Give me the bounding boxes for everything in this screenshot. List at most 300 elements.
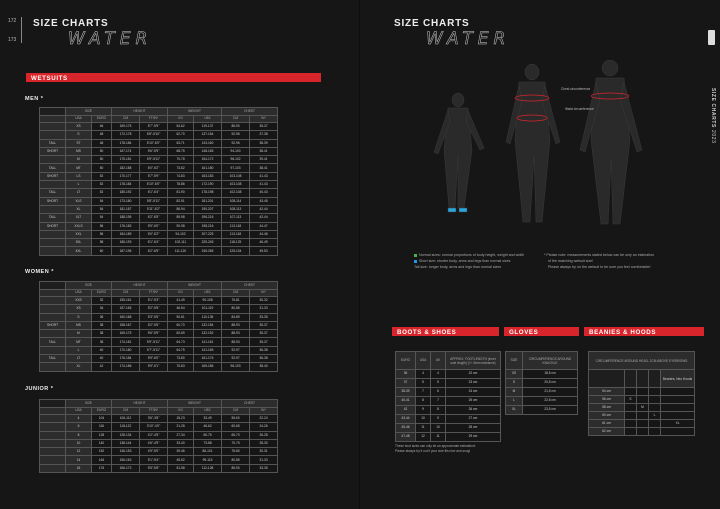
- table-cell: 94-102: [168, 230, 194, 238]
- table-cell: 113-118: [222, 230, 250, 238]
- table-row: [40, 363, 278, 371]
- table-cell: 132-154: [194, 321, 222, 329]
- table-cell: 63-71: [168, 139, 194, 147]
- fit-type-cell: [40, 431, 66, 439]
- table-cell: 245-265: [194, 247, 222, 255]
- table-row: [506, 370, 578, 379]
- table-cell: ST: [66, 139, 92, 147]
- table-cell: 187-196: [112, 247, 140, 255]
- table-cell: 112-128: [194, 464, 222, 472]
- table-cell: 6: [431, 388, 446, 397]
- table-cell: 50-61: [168, 313, 194, 321]
- legend-short: Short size: shorter body, arms and legs than normal sizes: [414, 258, 524, 264]
- table-cell: 184-189: [112, 230, 140, 238]
- table-cell: 25 cm: [446, 397, 501, 406]
- table-cell: 5'9"-6'0": [140, 355, 168, 363]
- empty-cell: [661, 404, 695, 412]
- table-cell: 21-28: [168, 423, 194, 431]
- table-row: [40, 415, 278, 423]
- chest-header: CHEST: [222, 400, 278, 408]
- column-header: FT/IN*: [140, 115, 168, 123]
- fit-type-cell: [40, 123, 66, 131]
- table-cell: 42-44: [250, 214, 278, 222]
- gloves-size-table: SIZE CIRCUMFERENCE AROUND KNUCKLE XS 18,5 cm S 20,5 cm M 21,5 cm L 22,5 cm XL 23,5 cm: [505, 351, 578, 415]
- table-cell: 24-26: [250, 423, 278, 431]
- table-cell: 96-103: [222, 363, 250, 371]
- fit-type-cell: SHORT: [40, 172, 66, 180]
- table-cell: 54: [92, 205, 112, 213]
- fit-type-cell: [40, 305, 66, 313]
- cm-cell: 61 cm: [589, 420, 625, 428]
- table-row: [589, 404, 695, 412]
- table-cell: 36-38: [250, 355, 278, 363]
- table-cell: 175-181: [112, 156, 140, 164]
- height-header: HEIGHT: [112, 282, 168, 290]
- table-row: [40, 230, 278, 238]
- fit-type-cell: TALL: [40, 338, 66, 346]
- table-cell: 51-58: [168, 464, 194, 472]
- year-label: 2023: [710, 130, 716, 144]
- table-cell: 102-108: [222, 189, 250, 197]
- size-cell: M: [637, 404, 649, 412]
- table-cell: 36: [396, 370, 416, 379]
- table-cell: 64-73: [168, 338, 194, 346]
- table-cell: 84-89: [222, 313, 250, 321]
- weight-header: WEIGHT: [168, 108, 222, 116]
- table-cell: 40-43: [250, 189, 278, 197]
- empty-cell: [625, 428, 637, 436]
- table-cell: 30-32: [250, 297, 278, 305]
- fit-type-cell: TALL: [40, 164, 66, 172]
- table-cell: 118-125: [222, 239, 250, 247]
- table-cell: 143-160: [194, 139, 222, 147]
- section-bar-boots: BOOTS & SHOES: [392, 327, 499, 336]
- table-cell: 39-46: [168, 448, 194, 456]
- cm-cell: 56 cm: [589, 396, 625, 404]
- table-cell: 186-193: [112, 239, 140, 247]
- cm-cell: 62 cm: [589, 428, 625, 436]
- column-header: CM: [222, 407, 250, 415]
- table-cell: XXS: [66, 297, 92, 305]
- table-row: [506, 379, 578, 388]
- table-cell: 4'9"-5'0": [140, 448, 168, 456]
- right-page: [360, 0, 720, 509]
- table-cell: 22-24: [250, 415, 278, 423]
- column-header: FT/IN*: [140, 407, 168, 415]
- table-cell: 64-75: [168, 346, 194, 354]
- table-cell: 50: [92, 164, 112, 172]
- subheader-row: [40, 407, 278, 415]
- table-cell: 6'2"-6'5": [140, 214, 168, 222]
- table-cell: 5'8"-5'10": [140, 131, 168, 139]
- table-row: [40, 197, 278, 205]
- table-cell: 196-216: [194, 214, 222, 222]
- table-cell: 161-176: [194, 355, 222, 363]
- table-row: [40, 297, 278, 305]
- table-cell: 34: [92, 305, 112, 313]
- fit-type-cell: [40, 181, 66, 189]
- table-cell: 37-38: [250, 131, 278, 139]
- empty-cell: [661, 428, 695, 436]
- table-cell: 103-108: [222, 172, 250, 180]
- table-cell: 5'8"-5'11": [140, 197, 168, 205]
- column-header: USA: [66, 289, 92, 297]
- column-header: USA: [66, 115, 92, 123]
- table-cell: 92-97: [222, 346, 250, 354]
- table-cell: 14: [66, 456, 92, 464]
- empty-cell: [649, 388, 661, 396]
- table-row: [506, 397, 578, 406]
- table-cell: 5'9"-5'11": [140, 156, 168, 164]
- table-row: [40, 189, 278, 197]
- table-cell: M: [506, 388, 523, 397]
- table-cell: 23 cm: [446, 379, 501, 388]
- table-cell: 119-137: [194, 123, 222, 131]
- table-cell: 6: [66, 423, 92, 431]
- legend-normal: Normal sizes: normal proportions of body height, weight and width: [414, 252, 524, 258]
- table-cell: 75-83: [168, 363, 194, 371]
- table-cell: XLT: [66, 214, 92, 222]
- table-cell: 41-43: [250, 181, 278, 189]
- table-cell: 38-41: [250, 147, 278, 155]
- table-cell: 4'2"-4'5": [140, 431, 168, 439]
- table-row: [40, 321, 278, 329]
- table-row: [396, 397, 501, 406]
- wetsuit-figures: [420, 60, 650, 230]
- table-row: [40, 123, 278, 131]
- subheader-row: [40, 289, 278, 297]
- table-cell: 23,5 cm: [523, 406, 578, 415]
- table-cell: 178-184: [112, 181, 140, 189]
- table-row: [396, 370, 501, 379]
- table-cell: 18,5 cm: [523, 370, 578, 379]
- column-header: EURO: [92, 289, 112, 297]
- table-cell: 174-181: [112, 338, 140, 346]
- table-row: [40, 338, 278, 346]
- table-cell: 165-186: [194, 363, 222, 371]
- table-cell: 156-163: [112, 456, 140, 464]
- column-header: [40, 115, 66, 123]
- table-row: [40, 239, 278, 247]
- chest-annotation: Chest circumference: [561, 87, 591, 91]
- table-row: [396, 433, 501, 442]
- table-cell: 148-165: [194, 147, 222, 155]
- table-row: [589, 428, 695, 436]
- table-cell: XS: [66, 305, 92, 313]
- table-cell: 97-103: [222, 164, 250, 172]
- empty-cell: [637, 388, 649, 396]
- table-cell: 49-53: [250, 247, 278, 255]
- fit-type-cell: [40, 239, 66, 247]
- section-bar-wetsuits: WETSUITS: [26, 73, 321, 82]
- table-cell: 54: [92, 197, 112, 205]
- table-cell: 113-118: [222, 222, 250, 230]
- column-header: KG: [168, 115, 194, 123]
- fit-type-cell: [40, 330, 66, 338]
- table-cell: 173-180: [112, 197, 140, 205]
- table-cell: 92-96: [222, 131, 250, 139]
- table-row: [506, 388, 578, 397]
- table-cell: 48: [92, 131, 112, 139]
- table-cell: 38: [92, 321, 112, 329]
- table-cell: 33-35: [250, 464, 278, 472]
- table-cell: L: [66, 346, 92, 354]
- table-cell: 44-46: [250, 230, 278, 238]
- fit-type-cell: [40, 423, 66, 431]
- table-row: [40, 464, 278, 472]
- table-cell: 181-187: [112, 205, 140, 213]
- table-row: [40, 305, 278, 313]
- women-label: WOMEN *: [25, 269, 54, 275]
- table-cell: 43-44: [396, 415, 416, 424]
- table-cell: 99-115: [194, 456, 222, 464]
- table-cell: 174-186: [112, 363, 140, 371]
- table-cell: 35-37: [250, 330, 278, 338]
- table-row: [40, 181, 278, 189]
- table-cell: 80-85: [222, 305, 250, 313]
- large-wetsuit-figure: [580, 60, 642, 224]
- legend: [414, 252, 524, 270]
- table-cell: 45-46: [396, 424, 416, 433]
- table-row: [396, 388, 501, 397]
- table-cell: 81-90: [168, 189, 194, 197]
- table-cell: 86-90: [222, 123, 250, 131]
- table-cell: 11: [416, 424, 431, 433]
- table-cell: XL: [66, 205, 92, 213]
- table-cell: 141-165: [194, 346, 222, 354]
- table-cell: 73-82: [168, 164, 194, 172]
- cm-cell: 60 cm: [589, 412, 625, 420]
- table-cell: 9: [431, 415, 446, 424]
- table-cell: 74-83: [168, 172, 194, 180]
- table-cell: 5'9"-6'1": [140, 363, 168, 371]
- table-cell: 138-144: [112, 439, 140, 447]
- table-cell: 4: [431, 370, 446, 379]
- table-cell: 141-161: [194, 338, 222, 346]
- table-cell: 28-30: [250, 439, 278, 447]
- table-cell: 5'2"-5'5": [140, 305, 168, 313]
- table-cell: 181-201: [194, 197, 222, 205]
- table-cell: S: [66, 313, 92, 321]
- fit-type-cell: [40, 156, 66, 164]
- fit-type-cell: [40, 448, 66, 456]
- table-cell: 5'7"-5'9": [140, 172, 168, 180]
- size-cell: S: [625, 396, 637, 404]
- table-cell: 5'7"-5'11": [140, 346, 168, 354]
- table-cell: 89-98: [168, 214, 194, 222]
- table-cell: 46-54: [168, 305, 194, 313]
- table-cell: 10: [66, 439, 92, 447]
- column-header: CM: [112, 407, 140, 415]
- fit-type-cell: [40, 247, 66, 255]
- size-cell: XL: [661, 420, 695, 428]
- empty-cell: [661, 412, 695, 420]
- table-cell: 36-38: [250, 346, 278, 354]
- fit-type-cell: SHORT: [40, 321, 66, 329]
- table-row: [40, 355, 278, 363]
- fit-type-cell: [40, 363, 66, 371]
- table-cell: 40: [92, 355, 112, 363]
- column-header: EURO: [92, 407, 112, 415]
- column-header: LBS: [194, 115, 222, 123]
- table-cell: 7: [416, 388, 431, 397]
- table-cell: MT: [66, 164, 92, 172]
- table-cell: 37: [396, 379, 416, 388]
- table-row: [40, 205, 278, 213]
- table-cell: 70-75: [222, 439, 250, 447]
- table-row: [396, 424, 501, 433]
- table-cell: 178-184: [112, 139, 140, 147]
- table-cell: 39-41: [250, 156, 278, 164]
- table-cell: 92-96: [222, 139, 250, 147]
- table-cell: 43-45: [250, 197, 278, 205]
- table-cell: LT: [66, 355, 92, 363]
- table-cell: 4: [416, 370, 431, 379]
- table-cell: 54: [92, 214, 112, 222]
- column-header: CM: [112, 115, 140, 123]
- table-cell: 30-31: [250, 448, 278, 456]
- table-cell: 172-190: [194, 181, 222, 189]
- table-cell: 60-65: [222, 423, 250, 431]
- table-row: [396, 406, 501, 415]
- fit-type-cell: SHORT: [40, 222, 66, 230]
- empty-cell: [637, 396, 649, 404]
- column-header: FT/IN*: [140, 289, 168, 297]
- table-cell: 54-62: [168, 123, 194, 131]
- empty-cell: [637, 420, 649, 428]
- side-label: SIZE CHARTS: [710, 88, 716, 128]
- table-cell: XL: [66, 363, 92, 371]
- table-cell: 33-40: [168, 439, 194, 447]
- fit-type-cell: [40, 313, 66, 321]
- table-cell: 27 cm: [446, 415, 501, 424]
- table-cell: 60-75: [194, 431, 222, 439]
- table-cell: 65-70: [222, 431, 250, 439]
- table-cell: 108-113: [222, 205, 250, 213]
- table-cell: 46: [92, 123, 112, 131]
- beanies-size-table: CIRCUMFERENCE AROUND HEAD, 2CM ABOVE EYEBROWS Beanies, Neo Hoods 54 cm 56 cm S 58 cm M 60 cm L 61 cm XL 62 cm: [588, 351, 695, 436]
- table-cell: 164: [92, 456, 112, 464]
- column-header: IN*: [250, 289, 278, 297]
- table-row: [589, 412, 695, 420]
- table-cell: 169-175: [112, 330, 140, 338]
- table-cell: XS: [506, 370, 523, 379]
- table-cell: 6'0"-6'2": [140, 230, 168, 238]
- table-row: [40, 172, 278, 180]
- table-cell: 182-188: [112, 164, 140, 172]
- table-cell: 46-49: [250, 239, 278, 247]
- table-cell: LT: [66, 189, 92, 197]
- fit-type-cell: [40, 297, 66, 305]
- fit-type-cell: [40, 205, 66, 213]
- table-cell: 62-70: [168, 131, 194, 139]
- table-cell: 188-195: [112, 214, 140, 222]
- table-row: [40, 423, 278, 431]
- fit-type-cell: TALL: [40, 189, 66, 197]
- blue-swatch: [414, 260, 417, 263]
- table-cell: MS: [66, 321, 92, 329]
- table-cell: 73-88: [194, 439, 222, 447]
- table-cell: 178-198: [194, 189, 222, 197]
- table-cell: 3'10"-4'0": [140, 423, 168, 431]
- table-row: [40, 139, 278, 147]
- table-cell: 56: [92, 230, 112, 238]
- table-cell: 107-113: [222, 214, 250, 222]
- table-cell: 104: [92, 415, 112, 423]
- table-cell: 31-33: [250, 456, 278, 464]
- brand-logo: [708, 30, 715, 45]
- table-row: [40, 131, 278, 139]
- table-cell: MT: [66, 338, 92, 346]
- fit-type-cell: SHORT: [40, 197, 66, 205]
- table-cell: 146-153: [112, 448, 140, 456]
- table-cell: 176-183: [112, 222, 140, 230]
- column-header: EURO: [92, 115, 112, 123]
- table-cell: 5'1"-5'4": [140, 456, 168, 464]
- table-cell: 3'6"-3'8": [140, 415, 168, 423]
- section-bar-gloves: GLOVES: [504, 327, 579, 336]
- column-header: CM: [112, 289, 140, 297]
- table-cell: XLS: [66, 197, 92, 205]
- height-header: HEIGHT: [112, 400, 168, 408]
- boots-note: These boot sizes can only be an approximate estimation! Please always try it out if your size fits nice and snug!: [395, 444, 476, 453]
- column-header: IN*: [250, 407, 278, 415]
- table-cell: 60-69: [168, 330, 194, 338]
- table-cell: XL: [506, 406, 523, 415]
- table-row: [40, 439, 278, 447]
- table-cell: 5'2"-5'6": [140, 321, 168, 329]
- table-cell: 108-114: [222, 197, 250, 205]
- table-cell: 5'7"-5'9": [140, 123, 168, 131]
- table-cell: 5: [416, 379, 431, 388]
- table-cell: 172-178: [112, 131, 140, 139]
- table-cell: LS: [66, 172, 92, 180]
- men-size-table: [39, 107, 278, 256]
- table-cell: L: [506, 397, 523, 406]
- table-cell: 5'10"-6'0": [140, 181, 168, 189]
- table-cell: 44-47: [250, 222, 278, 230]
- chest-header: CHEST: [222, 108, 278, 116]
- table-row: [396, 415, 501, 424]
- table-cell: 185-192: [112, 189, 140, 197]
- table-cell: 90-108: [194, 297, 222, 305]
- table-cell: 52: [92, 181, 112, 189]
- table-cell: 5: [431, 379, 446, 388]
- table-cell: 35-37: [250, 123, 278, 131]
- empty-cell: [661, 396, 695, 404]
- table-cell: 27-34: [168, 431, 194, 439]
- table-cell: 110-135: [194, 313, 222, 321]
- table-cell: 7: [431, 397, 446, 406]
- column-header: IN*: [250, 115, 278, 123]
- subheader-row: [40, 115, 278, 123]
- table-row: [396, 379, 501, 388]
- table-cell: 170-177: [112, 172, 140, 180]
- table-cell: 42-44: [250, 205, 278, 213]
- table-cell: 9: [416, 406, 431, 415]
- table-cell: 40-41: [396, 397, 416, 406]
- fit-type-cell: [40, 230, 66, 238]
- table-cell: 10: [431, 424, 446, 433]
- table-cell: 152: [92, 448, 112, 456]
- weight-header: WEIGHT: [168, 282, 222, 290]
- table-cell: 42: [396, 406, 416, 415]
- table-cell: 52: [92, 189, 112, 197]
- table-cell: 4XL: [66, 247, 92, 255]
- column-header: KG: [168, 407, 194, 415]
- medium-wetsuit-figure: [506, 64, 560, 222]
- column-header: CM: [222, 115, 250, 123]
